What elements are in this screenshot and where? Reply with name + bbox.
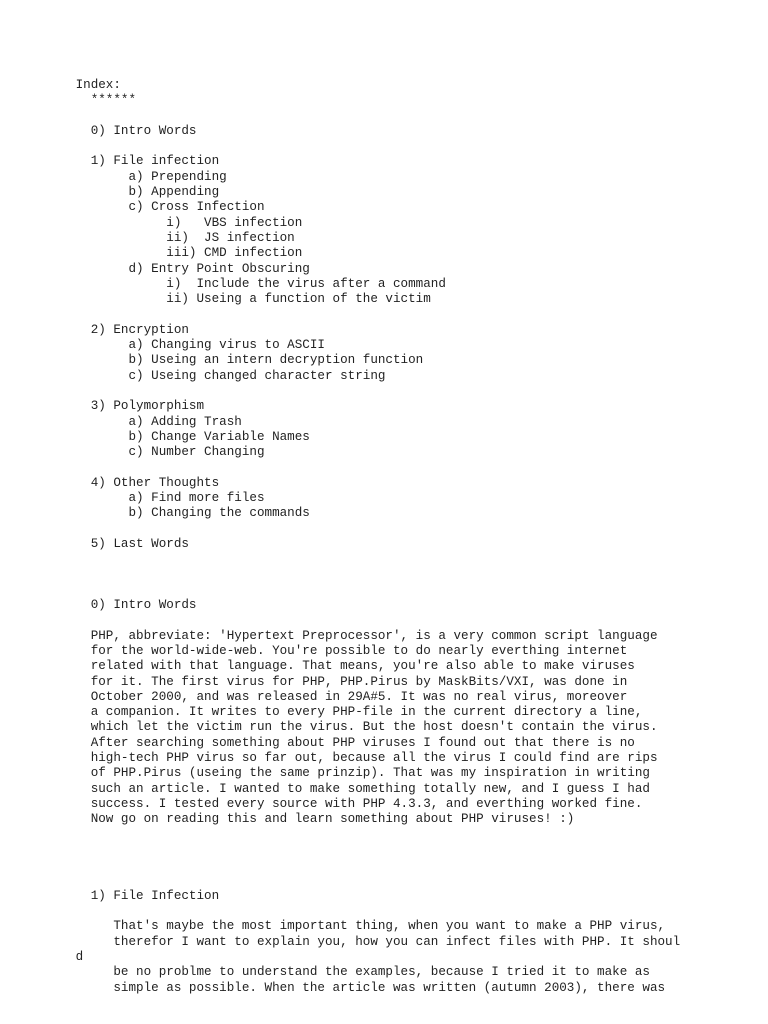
text-line: Index: xyxy=(0,78,121,92)
text-line: ****** xyxy=(0,93,137,108)
text-line: After searching something about PHP viruses I found out that there is no xyxy=(0,735,635,750)
text-line: Now go on reading this and learn something about PHP viruses! :) xyxy=(0,812,575,827)
text-line: 0) Intro Words xyxy=(0,598,197,613)
text-line xyxy=(0,139,768,154)
text-line: PHP, abbreviate: 'Hypertext Preprocessor', is a very common script language xyxy=(0,628,658,643)
text-line: a) Find more files xyxy=(0,491,265,506)
text-line: for it. The first virus for PHP, PHP.Pirus by MaskBits/VXI, was done in xyxy=(0,674,628,689)
text-line xyxy=(0,904,768,919)
text-line xyxy=(0,873,768,888)
text-line: b) Change Variable Names xyxy=(0,429,310,444)
text-line: c) Number Changing xyxy=(0,445,265,460)
text-line xyxy=(0,552,768,567)
text-line xyxy=(0,307,768,322)
document-text xyxy=(0,78,768,996)
text-line: success. I tested every source with PHP 4.3.3, and everthing worked fine. xyxy=(0,796,643,811)
text-line: such an article. I wanted to make something totally new, and I guess I had xyxy=(0,781,650,796)
text-line: 5) Last Words xyxy=(0,536,189,551)
text-line xyxy=(0,460,768,475)
text-line: therefor I want to explain you, how you can infect files with PHP. It shoul xyxy=(0,934,681,949)
text-line xyxy=(0,109,768,124)
text-line: high-tech PHP virus so far out, because all the virus I could find are rips xyxy=(0,751,658,766)
text-line xyxy=(0,613,768,628)
text-line xyxy=(0,583,768,598)
text-line xyxy=(0,568,768,583)
text-line xyxy=(0,843,768,858)
text-line: d xyxy=(0,949,84,964)
text-line: 1) File Infection xyxy=(0,888,220,903)
text-line: 2) Encryption xyxy=(0,322,189,337)
text-line xyxy=(0,522,768,537)
text-line: October 2000, and was released in 29A#5. It was no real virus, moreover xyxy=(0,689,628,704)
text-line: 3) Polymorphism xyxy=(0,399,205,414)
text-line: That's maybe the most important thing, when you want to make a PHP virus, xyxy=(0,919,666,934)
text-line: b) Changing the commands xyxy=(0,506,310,521)
text-line: d) Entry Point Obscuring xyxy=(0,261,310,276)
text-line: i) Include the virus after a command xyxy=(0,276,446,291)
text-line: i) VBS infection xyxy=(0,215,303,230)
text-line: which let the victim run the virus. But the host doesn't contain the virus. xyxy=(0,720,658,735)
text-line xyxy=(0,384,768,399)
text-line: related with that language. That means, you're also able to make viruses xyxy=(0,659,635,674)
text-line: 0) Intro Words xyxy=(0,123,197,138)
text-line: c) Useing changed character string xyxy=(0,368,386,383)
text-line: 1) File infection xyxy=(0,154,220,169)
text-line: ii) Useing a function of the victim xyxy=(0,292,431,307)
text-line: simple as possible. When the article was written (autumn 2003), there was xyxy=(0,980,666,995)
text-line: ii) JS infection xyxy=(0,230,295,245)
text-line: be no problme to understand the examples, because I tried it to make as xyxy=(0,965,650,980)
text-line xyxy=(0,858,768,873)
text-line: c) Cross Infection xyxy=(0,200,265,215)
text-line: a companion. It writes to every PHP-file in the current directory a line, xyxy=(0,705,643,720)
text-line: a) Changing virus to ASCII xyxy=(0,338,325,353)
text-line: a) Adding Trash xyxy=(0,414,242,429)
text-line: for the world-wide-web. You're possible to do nearly everthing internet xyxy=(0,643,628,658)
text-line: 4) Other Thoughts xyxy=(0,475,220,490)
text-line: of PHP.Pirus (useing the same prinzip). That was my inspiration in writing xyxy=(0,766,650,781)
text-line xyxy=(0,828,768,843)
text-line: b) Appending xyxy=(0,185,220,200)
text-line: a) Prepending xyxy=(0,169,227,184)
text-line: b) Useing an intern decryption function xyxy=(0,353,424,368)
text-line: iii) CMD infection xyxy=(0,246,303,261)
